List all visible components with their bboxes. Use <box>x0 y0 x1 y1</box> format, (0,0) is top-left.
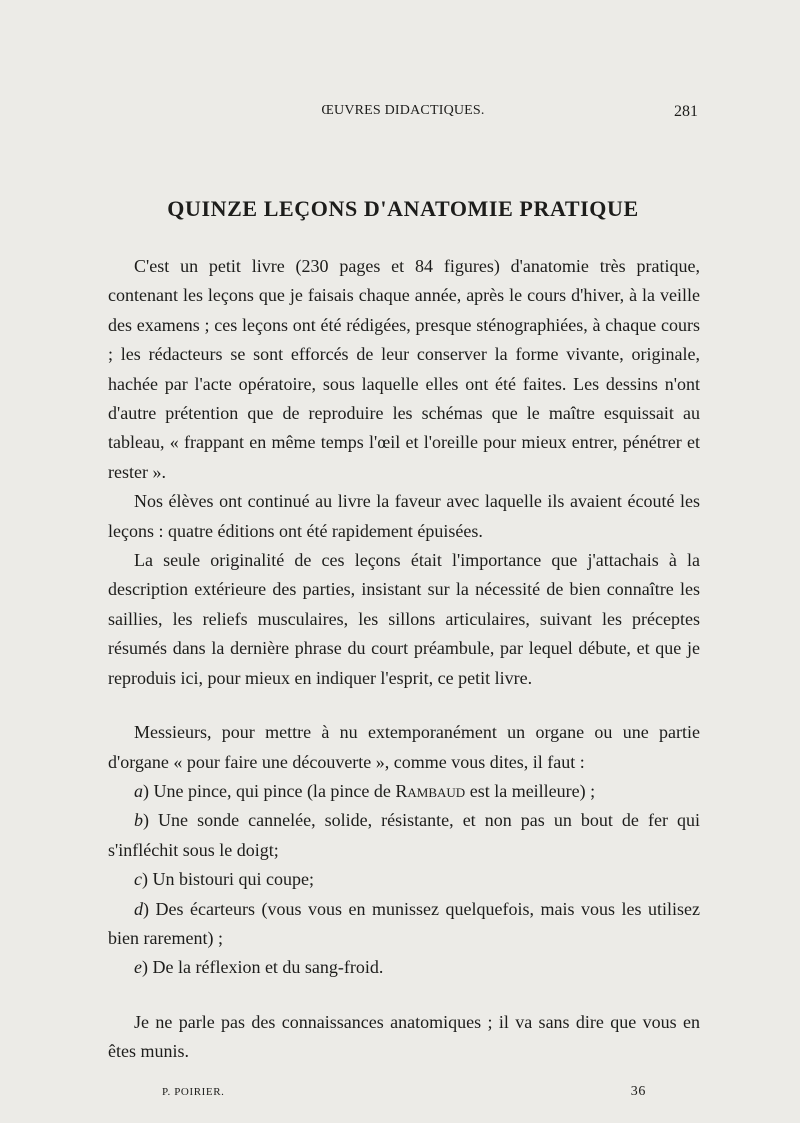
list-item <box>108 953 700 982</box>
list-item <box>108 865 700 894</box>
item-letter: e <box>134 957 142 978</box>
paragraph: Nos élèves ont continué au livre la faveur avec laquelle ils avaient écouté les leçons : quatre éditions ont été rapidement épuisées. <box>108 491 700 541</box>
footer-signature: P. POIRIER. <box>162 1086 225 1098</box>
item-text: ) Une sonde cannelée, solide, résistante, et non pas un bout de fer qui s'infléchit sous le doigt; <box>108 810 700 860</box>
item-letter: a <box>134 780 143 801</box>
item-text: ) Un bistouri qui coupe; <box>142 869 314 890</box>
item-letter: c <box>134 869 142 890</box>
item-text-end: est la meilleure) ; <box>465 780 596 801</box>
body-text <box>108 252 700 1067</box>
chapter-title: QUINZE LEÇONS D'ANATOMIE PRATIQUE <box>167 196 639 221</box>
item-text: ) Une pince, qui pince (la pince de <box>143 780 396 801</box>
sheet-number: 36 <box>630 1084 646 1099</box>
list-item <box>108 777 700 806</box>
running-head <box>108 103 698 125</box>
quote-closing: Je ne parle pas des connaissances anatomiques ; il va sans dire que vous en êtes munis. <box>108 1011 700 1062</box>
running-title: ŒUVRES DIDACTIQUES. <box>321 103 485 118</box>
item-text: ) De la réflexion et du sang-froid. <box>142 957 384 978</box>
author-name: Rambaud <box>395 780 466 801</box>
item-letter: b <box>134 810 143 831</box>
page-footer <box>108 1086 698 1104</box>
list-item <box>108 895 700 954</box>
quote-intro: Messieurs, pour mettre à nu extemporanément un organe ou une partie d'organe « pour faire une découverte », comme vous dites, il faut : <box>108 722 700 772</box>
paragraph: C'est un petit livre (230 pages et 84 figures) d'anatomie très pratique, contenant les leçons que je faisais chaque année, après le cours d'hiver, à la veille des examens ; ces leçons ont été rédigées, presque sténographiées, à chaque cours ; les rédacteurs se sont efforcés de leur conserver la forme vivante, originale, hachée par l'acte opératoire, sous laquelle elles ont été faites. Les dessins n'ont d'autre prétention que de reproduire les schémas que le maître esquissait au tableau, « frappant en même temps l'œil et l'oreille pour mieux entrer, pénétrer et rester ». <box>108 256 700 482</box>
list-item <box>108 806 700 865</box>
paragraph: La seule originalité de ces leçons était l'importance que j'attachais à la description extérieure des parties, insistant sur la nécessité de bien connaître les saillies, les reliefs musculaires, les sillons articulaires, suivant les préceptes résumés dans la dernière phrase du court préambule, par lequel débute, et que je reproduis ici, pour mieux en indiquer l'esprit, ce petit livre. <box>108 550 700 688</box>
page-number: 281 <box>674 103 698 120</box>
item-text: ) Des écarteurs (vous vous en munissez quelquefois, mais vous les utilisez bien rarement) ; <box>108 898 700 948</box>
item-letter: d <box>134 898 143 919</box>
